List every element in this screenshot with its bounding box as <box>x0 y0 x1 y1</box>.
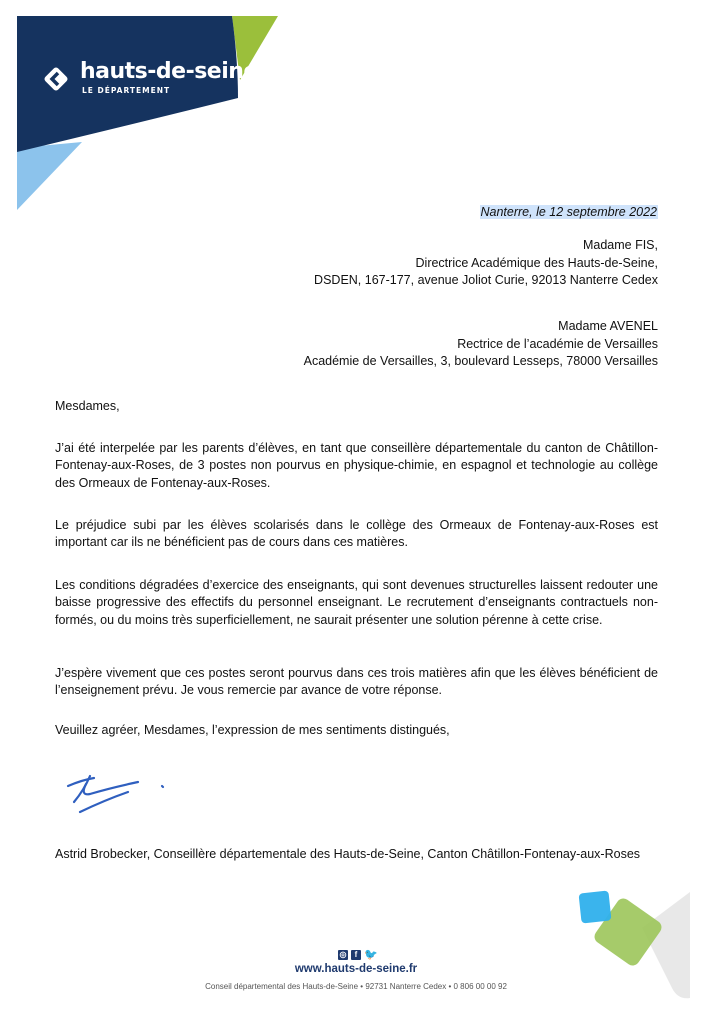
paragraph: J’espère vivement que ces postes seront pourvus dans ces trois matières afin que les élèves bénéficient de l’enseignement prévu. Je vous remercie par avance de votre réponse. <box>55 666 658 698</box>
logo-subtitle: LE DÉPARTEMENT <box>82 86 171 95</box>
logo-name: hauts-de-seine <box>80 59 258 84</box>
recipient-block-2 <box>304 318 658 371</box>
twitter-icon[interactable]: 🐦 <box>364 949 378 961</box>
social-icons <box>0 950 712 962</box>
recipient-line: Rectrice de l’académie de Versailles <box>457 336 658 351</box>
recipient-line: Directrice Académique des Hauts-de-Seine, <box>415 255 658 270</box>
closing: Veuillez agréer, Mesdames, l’expression de mes sentiments distingués, <box>55 723 450 737</box>
letter-date: Nanterre, le 12 septembre 2022 <box>480 205 657 219</box>
website-link[interactable]: www.hauts-de-seine.fr <box>294 963 418 975</box>
facebook-icon[interactable]: f <box>351 950 361 960</box>
blue-square <box>579 891 612 924</box>
handwritten-signature <box>50 770 180 830</box>
paragraph: Le préjudice subi par les élèves scolarisés dans le collège des Ormeaux de Fontenay-aux-Roses est important car ils ne bénéficient pas de cours dans ces matières. <box>55 518 658 550</box>
recipient-line: Madame FIS, <box>582 238 658 252</box>
recipient-line: Académie de Versailles, 3, boulevard Lesseps, 78000 Versailles <box>303 354 658 368</box>
paragraph: Les conditions dégradées d’exercice des enseignants, qui sont devenues structurelles laissent redouter une baisse progressive des effectifs du personnel enseignant. Le recrutement d’enseignants contractuels non-formés, ou du moins très superficiellement, ne saurait présenter une solution pérenne à cette crise. <box>55 578 658 627</box>
footer-contact: Conseil départemental des Hauts-de-Seine • 92731 Nanterre Cedex • 0 806 00 00 92 <box>205 982 507 991</box>
light-blue-triangle <box>17 142 82 210</box>
salutation: Mesdames, <box>55 399 120 413</box>
logo-diamond-icon <box>42 65 70 93</box>
instagram-icon[interactable]: ◎ <box>339 950 347 959</box>
recipient-line: Madame AVENEL <box>558 319 658 333</box>
recipient-block-1 <box>314 237 658 290</box>
header-logo-banner <box>0 0 300 220</box>
recipient-line: DSDEN, 167-177, avenue Joliot Curie, 92013 Nanterre Cedex <box>314 273 658 287</box>
corner-decoration <box>560 870 712 1023</box>
paragraph: J’ai été interpelée par les parents d’élèves, en tant que conseillère départementale du canton de Châtillon-Fontenay-aux-Roses, de 3 postes non pourvus en physique-chimie, en espagnol et technologie au collège des Ormeaux de Fontenay-aux-Roses. <box>55 441 658 490</box>
signatory: Astrid Brobecker, Conseillère départementale des Hauts-de-Seine, Canton Châtillon-Fontenay-aux-Roses <box>55 847 641 861</box>
